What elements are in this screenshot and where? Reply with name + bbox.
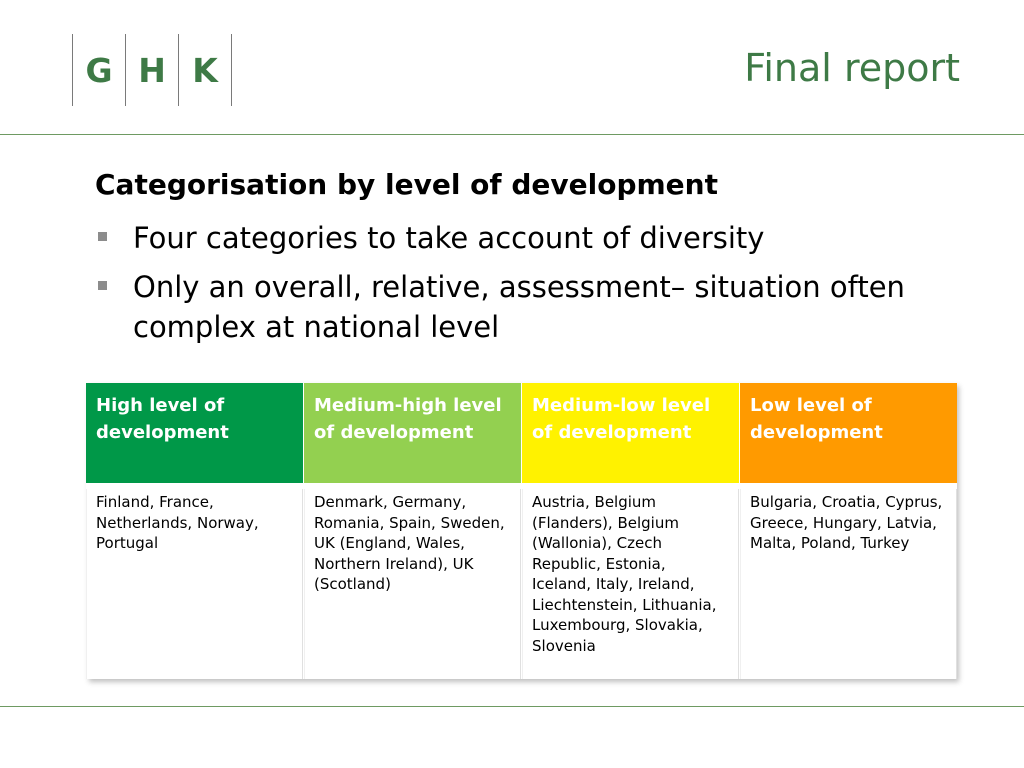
square-bullet-icon	[98, 232, 107, 241]
slide-heading: Categorisation by level of development	[95, 168, 718, 201]
development-table	[86, 383, 956, 679]
bullet-item	[95, 267, 955, 347]
header-low: Low level of development	[740, 383, 957, 483]
report-title: Final report	[744, 46, 960, 90]
header-rule	[0, 134, 1024, 135]
cell-medium-low-countries: Austria, Belgium (Flanders), Belgium (Wallonia), Czech Republic, Estonia, Iceland, Italy, Ireland, Liechtenstein, Lithuania, Luxembourg, Slovakia, Slovenia	[522, 489, 739, 679]
logo-letter-h: H	[138, 50, 166, 90]
cell-low-countries: Bulgaria, Croatia, Cyprus, Greece, Hungary, Latvia, Malta, Poland, Turkey	[740, 489, 957, 679]
cell-high-countries: Finland, France, Netherlands, Norway, Portugal	[86, 489, 303, 679]
cell-medium-high-countries: Denmark, Germany, Romania, Spain, Sweden, UK (England, Wales, Northern Ireland), UK (Scotland)	[304, 489, 521, 679]
square-bullet-icon	[98, 281, 107, 290]
bullet-list	[95, 218, 955, 356]
bullet-text: Four categories to take account of diversity	[133, 221, 765, 255]
bullet-item	[95, 218, 955, 258]
logo-letter-g: G	[85, 50, 113, 90]
bullet-text: Only an overall, relative, assessment– situation often complex at national level	[133, 270, 905, 344]
logo-divider	[231, 34, 232, 106]
logo-letter-k: K	[192, 50, 218, 90]
footer-rule	[0, 706, 1024, 707]
ghk-logo	[72, 34, 232, 106]
header-high: High level of development	[86, 383, 303, 483]
header-medium-high: Medium-high level of development	[304, 383, 521, 483]
header-medium-low: Medium-low level of development	[522, 383, 739, 483]
